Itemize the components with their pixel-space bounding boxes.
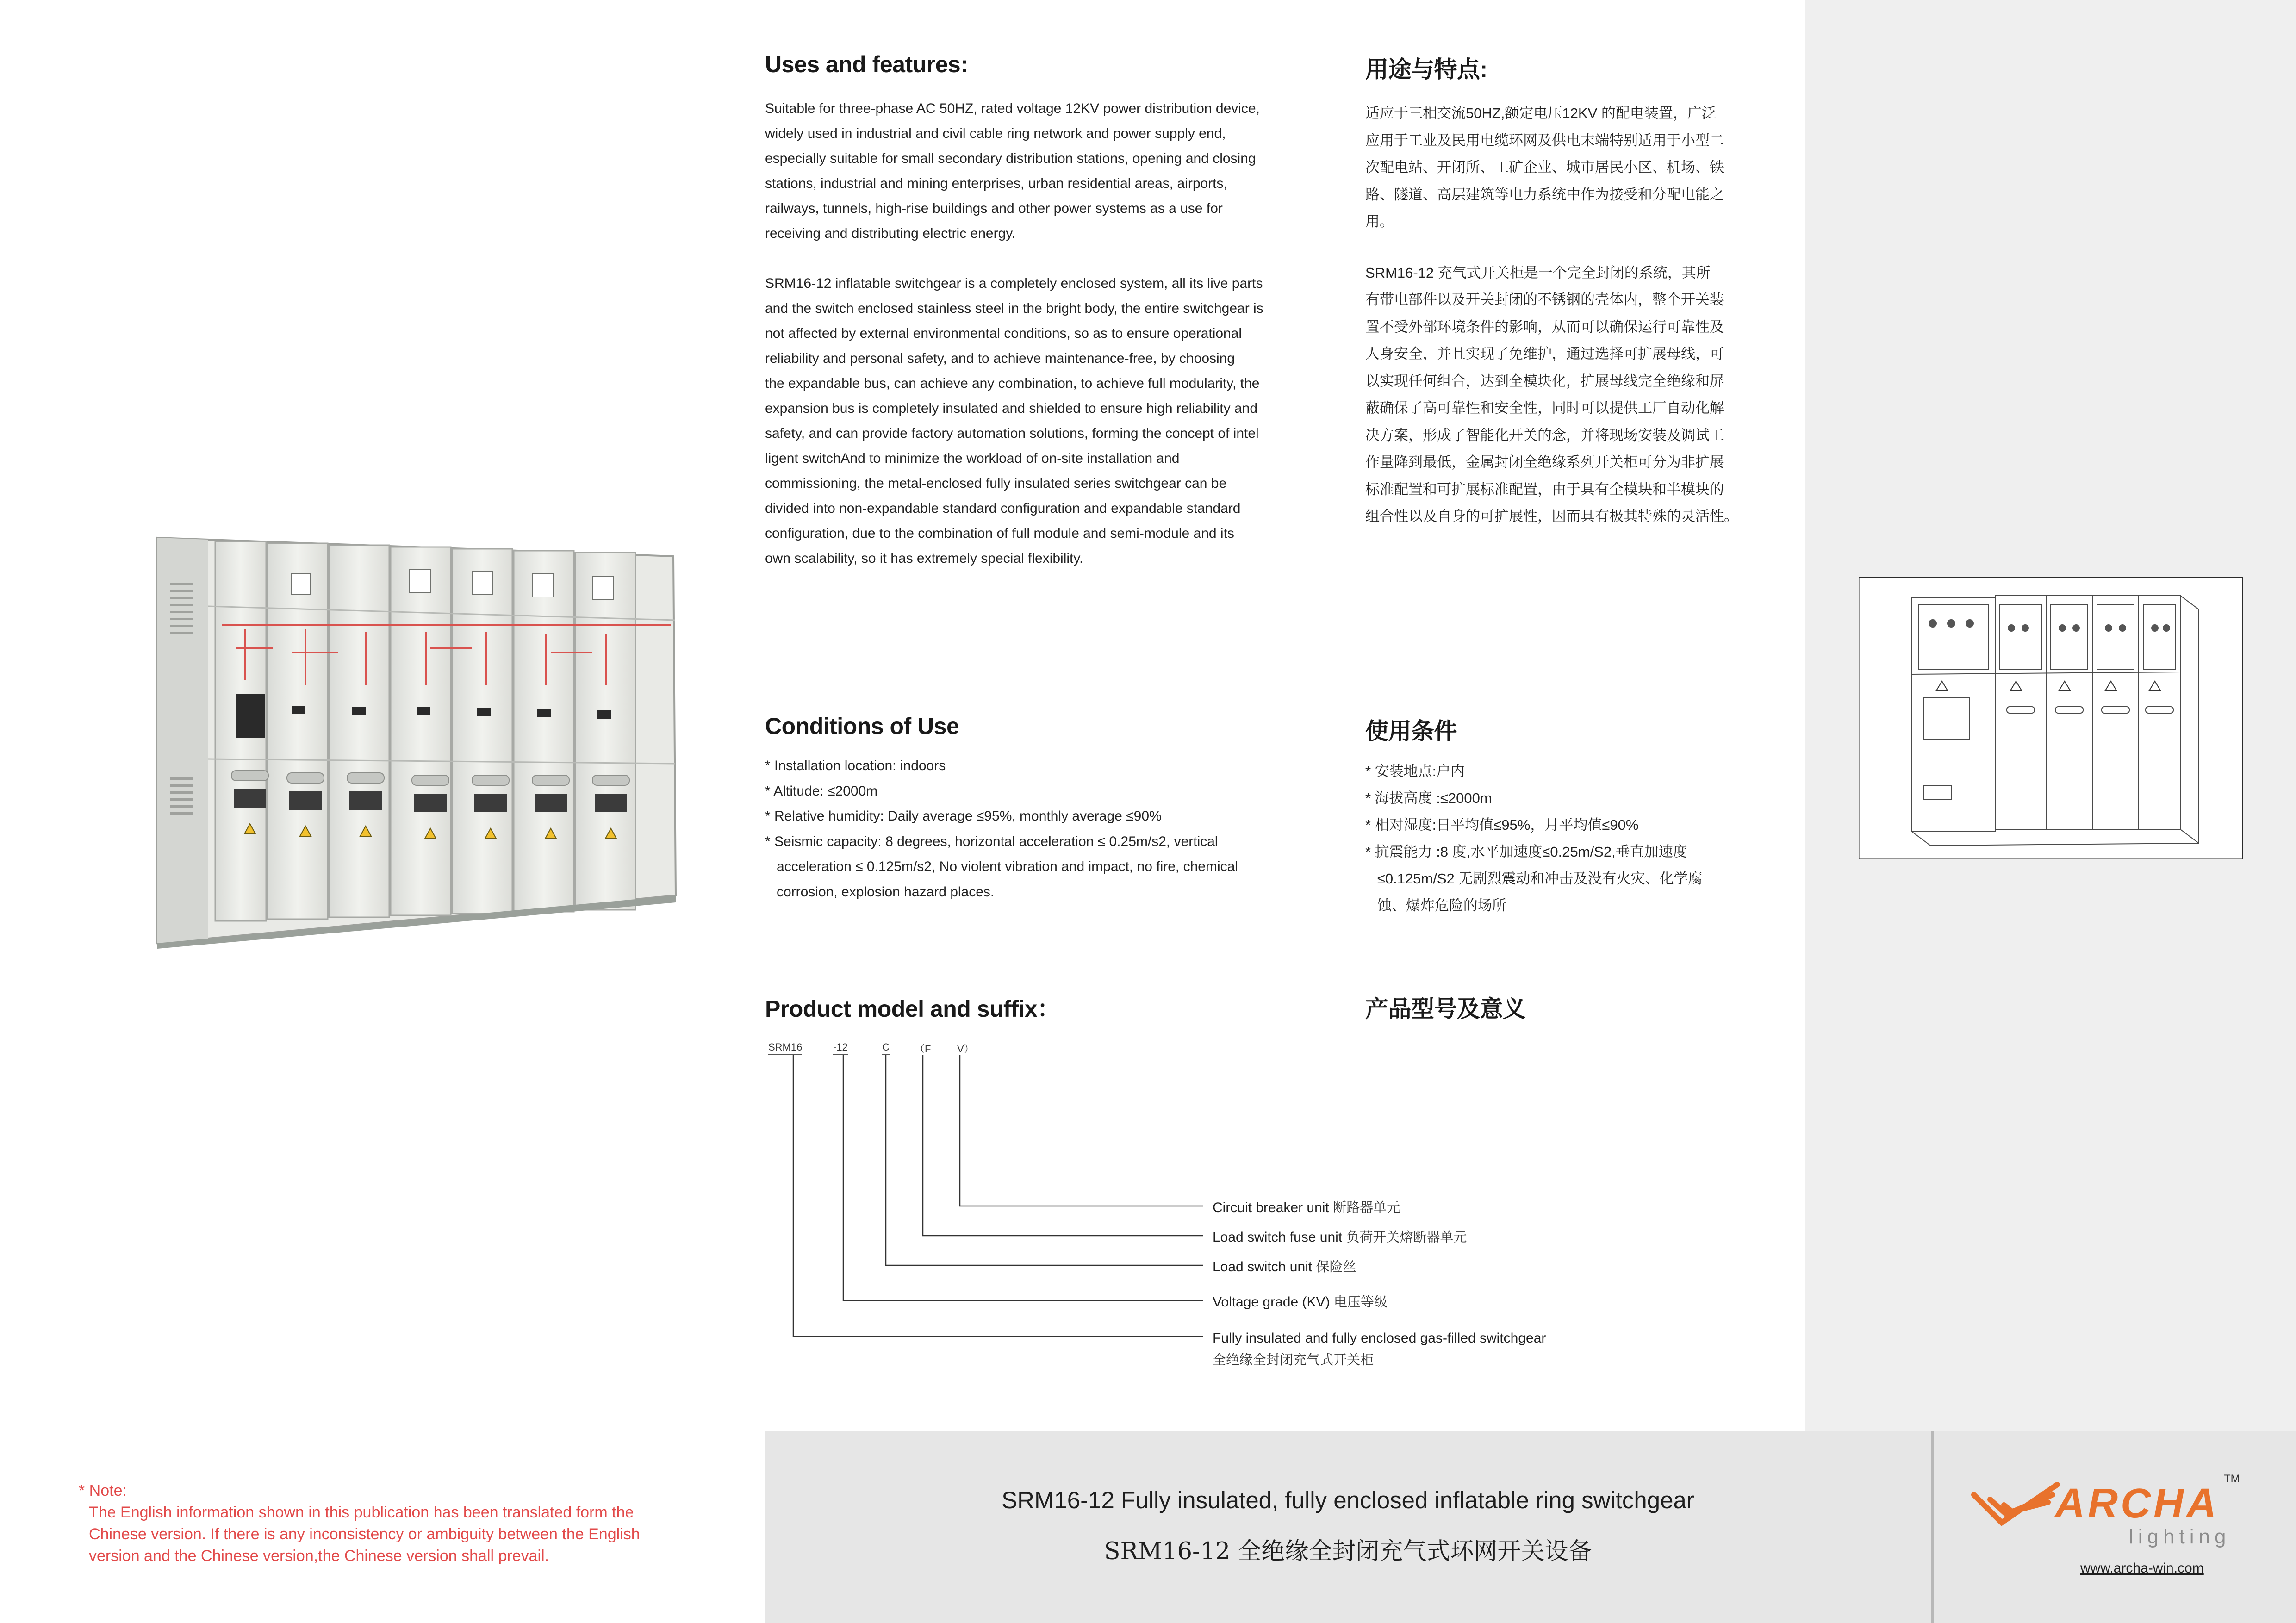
model-code-voltage: -12 <box>833 1041 848 1055</box>
condition-item: * 相对湿度:日平均值≤95%，月平均值≤90% <box>1365 817 1639 833</box>
note-line: Chinese version. If there is any inconsistency or ambiguity between the English <box>89 1525 640 1543</box>
model-code-fuse: （F <box>915 1041 931 1057</box>
condition-item: * Altitude: ≤2000m <box>765 783 878 799</box>
uses-paragraph-1-en: Suitable for three-phase AC 50HZ, rated voltage 12KV power distribution device, widely used in industrial and civil cable ring network and power supply end, especially suitable for small secondary distribution stations, opening and closing stations, industrial and mining enterprises, urban residential areas, airports, railways, tunnels, high-rise buildings and other power systems as a use for receiving and distributing electric energy. <box>765 101 1260 241</box>
footer-divider <box>1931 1431 1934 1623</box>
condition-item: acceleration ≤ 0.125m/s2, No violent vibration and impact, no fire, chemical <box>765 859 1238 874</box>
condition-item: * 海拔高度 :≤2000m <box>1365 790 1492 806</box>
conditions-section-zh <box>1365 713 1782 919</box>
uses-paragraph-2-zh: SRM16-12 充气式开关柜是一个完全封闭的系统，其所 有带电部件以及开关封闭的不锈钢的壳体内，整个开关装 置不受外部环境条件的影响，从而可以确保运行可靠性及 人身安全，并且实现了免维护，通过选择可扩展母线，可 以实现任何组合，达到全模块化，扩展母线完全绝缘和屏 蔽确保了高可靠性和安全性，同时可以提供工厂自动化解 决方案，形成了智能化开关的念，并将现场安装及调试工 作量降到最低，金属封闭全绝缘系列开关柜可分为非扩展 标准配置和可扩展标准配置，由于具有全模块和半模块的 组合性以及自身的可扩展性，因而具有极其特殊的灵活性。 <box>1365 264 1738 524</box>
condition-item: ≤0.125m/S2 无剧烈震动和冲击及没有火灾、化学腐 <box>1365 871 1703 887</box>
unit-label-zh: 电压等级 <box>1333 1294 1388 1310</box>
connector-series <box>793 1055 1203 1337</box>
unit-label-en: Load switch fuse unit <box>1213 1230 1346 1245</box>
translation-note <box>79 1480 727 1567</box>
model-heading-en: Product model and suffix： <box>765 996 1060 1022</box>
condition-item: * 安装地点:户内 <box>1365 763 1465 779</box>
brand-subtitle: lighting <box>2129 1525 2231 1548</box>
trademark-mark: TM <box>2224 1473 2240 1485</box>
archa-logo-mark-icon <box>1969 1481 2062 1532</box>
website-link[interactable]: www.archa-win.com <box>2080 1561 2204 1576</box>
model-unit-fuse <box>1213 1227 1467 1246</box>
footer-title-en: SRM16-12 Fully insulated, fully enclosed inflatable ring switchgear <box>1002 1487 1694 1513</box>
uses-heading-zh: 用途与特点: <box>1365 56 1487 82</box>
model-code-series: SRM16 <box>768 1041 802 1055</box>
unit-label-zh: 负荷开关熔断器单元 <box>1346 1229 1467 1245</box>
connector-load-switch <box>886 1055 1203 1265</box>
brand-name: ARCHA <box>2055 1480 2219 1527</box>
uses-paragraph-2-en: SRM16-12 inflatable switchgear is a completely enclosed system, all its live parts and the switch enclosed stainless steel in the bright body, the entire switchgear is not affected by external environmental conditions, so as to ensure operational reliability and personal safety, and to achieve maintenance-free, by choosing the expandable bus, can achieve any combination, to achieve full modularity, the expansion bus is completely insulated and shielded to ensure high reliability and safety, and can provide factory automation solutions, forming the concept of intel ligent switchAnd to minimize the workload of on-site installation and commissioning, the metal-enclosed fully insulated series switchgear can be divided into non-expandable standard configuration and expandable standard configuration, due to the combination of full module and semi-module and its own scalability, so it has extremely special flexibility. <box>765 276 1263 566</box>
condition-item: * Installation location: indoors <box>765 758 946 773</box>
switchgear-line-drawing <box>1859 577 2243 859</box>
conditions-section-en <box>765 713 1339 905</box>
conditions-heading-zh: 使用条件 <box>1365 718 1457 744</box>
model-unit-breaker <box>1213 1197 1400 1216</box>
unit-label-en: Voltage grade (KV) <box>1213 1294 1334 1310</box>
uses-section-zh <box>1365 51 1782 530</box>
note-label: * Note: <box>79 1482 127 1499</box>
connector-voltage <box>843 1055 1203 1300</box>
model-unit-switchgear <box>1213 1328 1546 1370</box>
model-connector-lines <box>787 1055 1217 1342</box>
unit-label-en: Circuit breaker unit <box>1213 1200 1333 1215</box>
model-heading-zh: 产品型号及意义 <box>1365 996 1526 1022</box>
model-code-breaker: V） <box>957 1041 974 1057</box>
uses-section-en <box>765 51 1334 571</box>
condition-item: corrosion, explosion hazard places. <box>765 884 995 900</box>
model-unit-load-switch <box>1213 1256 1356 1275</box>
condition-item: * Seismic capacity: 8 degrees, horizontal acceleration ≤ 0.25m/s2, vertical <box>765 833 1218 849</box>
connector-fuse <box>923 1055 1203 1236</box>
unit-label-zh: 全绝缘全封闭充气式开关柜 <box>1213 1352 1374 1368</box>
note-line: version and the Chinese version,the Chinese version shall prevail. <box>89 1547 549 1565</box>
note-line: The English information shown in this publication has been translated form the <box>89 1504 634 1521</box>
connector-breaker <box>960 1055 1203 1206</box>
condition-item: * Relative humidity: Daily average ≤95%, monthly average ≤90% <box>765 808 1162 824</box>
unit-label-zh: 保险丝 <box>1316 1259 1356 1275</box>
footer-title-zh: SRM16-12 全绝缘全封闭充气式环网开关设备 <box>1104 1538 1592 1565</box>
model-unit-voltage <box>1213 1292 1388 1311</box>
model-code-load-switch: C <box>882 1041 890 1055</box>
switchgear-photo <box>153 532 680 949</box>
conditions-heading-en: Conditions of Use <box>765 713 959 739</box>
condition-item: * 抗震能力 :8 度,水平加速度≤0.25m/S2,垂直加速度 <box>1365 844 1687 860</box>
uses-paragraph-1-zh: 适应于三相交流50HZ,额定电压12KV 的配电装置，广泛 应用于工业及民用电缆环网及供电末端特别适用于小型二 次配电站、开闭所、工矿企业、城市居民小区、机场、铁 路、隧道、高层建筑等电力系统中作为接受和分配电能之 用。 <box>1365 105 1724 230</box>
unit-label-zh: 断路器单元 <box>1333 1200 1400 1215</box>
uses-heading-en: Uses and features: <box>765 51 968 77</box>
unit-label-en: Load switch unit <box>1213 1259 1316 1275</box>
unit-label-en: Fully insulated and fully enclosed gas-filled switchgear <box>1213 1331 1546 1346</box>
condition-item: 蚀、爆炸危险的场所 <box>1365 897 1506 914</box>
